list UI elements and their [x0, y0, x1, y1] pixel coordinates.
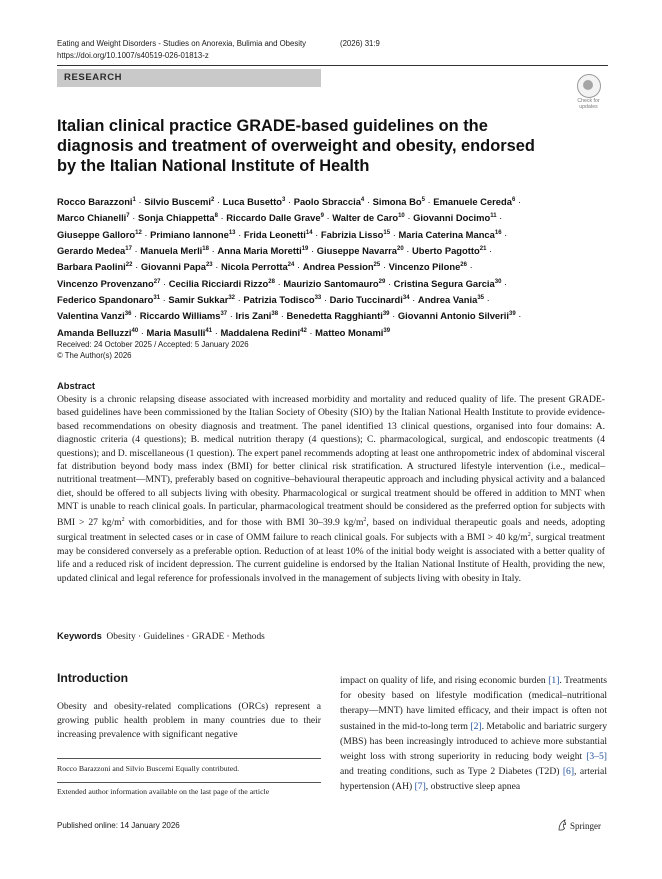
- author-name[interactable]: Luca Busetto: [222, 196, 283, 208]
- header-divider: [57, 65, 608, 66]
- author-name[interactable]: Barbara Paolini: [57, 261, 126, 273]
- author-separator: ·: [404, 212, 414, 224]
- reference-link[interactable]: [7]: [414, 781, 426, 793]
- author-name[interactable]: Riccardo Dalle Grave: [226, 212, 321, 224]
- superscript: 2: [363, 516, 367, 523]
- author-name[interactable]: Vincenzo Pilone: [388, 261, 461, 273]
- author-separator: ·: [501, 228, 508, 240]
- author-separator: ·: [208, 245, 218, 257]
- affiliation-marker: 17: [125, 245, 132, 252]
- author-name[interactable]: Fabrizia Lisso: [320, 228, 384, 240]
- footnote-extended-info: Extended author information available on the last page of the article: [57, 787, 270, 796]
- affiliation-marker: 15: [383, 229, 391, 236]
- author-separator: ·: [132, 261, 141, 273]
- author-separator: ·: [312, 228, 321, 240]
- author-separator: ·: [486, 245, 493, 257]
- author-name[interactable]: Walter de Caro: [332, 212, 399, 224]
- affiliation-marker: 1: [132, 197, 136, 203]
- author-name[interactable]: Silvio Buscemi: [144, 196, 211, 208]
- author-name[interactable]: Sonja Chiappetta: [137, 212, 215, 224]
- introduction-right-column: [340, 673, 607, 795]
- journal-name: Eating and Weight Disorders - Studies on Anorexia, Bulimia and Obesity: [57, 39, 307, 48]
- affiliation-marker: 11: [490, 213, 497, 220]
- affiliation-marker: 35: [477, 294, 485, 301]
- affiliation-marker: 42: [300, 327, 307, 334]
- author-name[interactable]: Matteo Monami: [315, 326, 384, 338]
- section-band: [57, 69, 321, 87]
- author-separator: ·: [285, 196, 294, 208]
- affiliation-marker: 22: [125, 262, 133, 269]
- badge-line-1: Check for: [577, 98, 600, 104]
- intro-text: impact on quality of life, and rising economic burden: [340, 675, 549, 686]
- affiliation-marker: 29: [378, 278, 386, 285]
- author-separator: ·: [160, 277, 169, 289]
- author-separator: ·: [390, 228, 399, 240]
- affiliation-marker: 25: [373, 262, 381, 269]
- author-name[interactable]: Andrea Pession: [302, 261, 374, 273]
- keywords-text: Obesity · Guidelines · GRADE · Methods: [106, 632, 265, 642]
- introduction-heading: Introduction: [57, 671, 129, 685]
- intro-text: , obstructive sleep apnea: [425, 781, 521, 793]
- affiliation-marker: 27: [153, 278, 161, 285]
- author-separator: ·: [323, 212, 333, 224]
- affiliation-marker: 23: [205, 262, 213, 269]
- badge-line-2: updates: [579, 103, 598, 110]
- author-separator: ·: [501, 277, 508, 289]
- intro-text: . Treatments for obesity based on lifestyle modification (medical–nutritional therapy—MNT) have limited efficacy, and their impact is often not sustained in the mid-to-long term: [340, 675, 607, 732]
- author-separator: ·: [308, 245, 317, 257]
- intro-text: , arterial hypertension (AH): [340, 766, 607, 793]
- affiliation-marker: 37: [220, 311, 228, 318]
- superscript: 2: [121, 516, 125, 523]
- author-separator: ·: [138, 326, 147, 338]
- abstract-text-4: , surgical treatment may be considered conversely as a preferable option. Reduction of at least 10% of the initial body weight is associated with a better quality of life and a reduced risk of incident depression. The current guideline is endorsed by the Italian National Institute of Health, providing the new, updated clinical and legal reference for professionals involved in the management of subjects living with obesity in Italy.: [57, 532, 605, 584]
- author-separator: ·: [135, 196, 145, 208]
- publisher-name: Springer: [570, 821, 601, 831]
- affiliation-marker: 30: [494, 278, 502, 285]
- author-name[interactable]: Primiano Iannone: [150, 228, 229, 240]
- running-head: [57, 38, 617, 62]
- affiliation-marker: 28: [268, 278, 275, 285]
- affiliation-marker: 7: [126, 213, 130, 220]
- reference-link[interactable]: [3–5]: [586, 751, 607, 763]
- affiliation-marker: 38: [271, 311, 279, 318]
- article-dates: [57, 339, 249, 361]
- author-separator: ·: [321, 294, 330, 306]
- affiliation-marker: 39: [508, 311, 516, 318]
- citation: (2026) 31:9: [340, 39, 380, 48]
- author-name[interactable]: Giovanni Antonio Silverii: [397, 310, 509, 322]
- affiliation-marker: 18: [202, 245, 209, 252]
- author-name[interactable]: Rocco Barazzoni: [57, 196, 133, 208]
- section-label: RESEARCH: [64, 72, 123, 83]
- author-name[interactable]: Gerardo Medea: [57, 245, 126, 257]
- author-separator: ·: [306, 326, 316, 338]
- author-name[interactable]: Cecilia Ricciardi Rizzo: [168, 277, 269, 289]
- author-name[interactable]: Vincenzo Provenzano: [57, 277, 154, 289]
- article-title: Italian clinical practice GRADE-based guidelines on the diagnosis and treatment of overweight and obesity, endorsed by the Italian National Institute of Health: [57, 117, 535, 175]
- publisher: [557, 819, 601, 831]
- affiliation-marker: 36: [124, 311, 132, 318]
- author-separator: ·: [496, 212, 503, 224]
- author-separator: ·: [235, 228, 244, 240]
- affiliation-marker: 9: [320, 213, 324, 220]
- author-name[interactable]: Iris Zani: [235, 310, 272, 322]
- author-separator: ·: [141, 228, 151, 240]
- author-name[interactable]: Dario Tuccinardi: [329, 294, 403, 306]
- author-name[interactable]: Amanda Belluzzi: [57, 326, 132, 338]
- author-separator: ·: [515, 196, 522, 208]
- author-name[interactable]: Maurizio Santomauro: [283, 277, 379, 289]
- author-name[interactable]: Nicola Perrotta: [220, 261, 288, 273]
- check-for-updates-icon: [577, 74, 601, 98]
- author-separator: ·: [380, 261, 389, 273]
- author-separator: ·: [129, 212, 138, 224]
- received-accepted: Received: 24 October 2025 / Accepted: 5 January 2026: [57, 340, 249, 349]
- author-separator: ·: [424, 196, 434, 208]
- author-name[interactable]: Samir Sukkar: [168, 294, 229, 306]
- author-separator: ·: [160, 294, 169, 306]
- affiliation-marker: 6: [511, 197, 516, 203]
- affiliation-marker: 5: [421, 197, 425, 203]
- affiliation-marker: 13: [228, 229, 236, 236]
- author-name[interactable]: Maria Caterina Manca: [398, 228, 495, 240]
- author-separator: ·: [274, 277, 284, 289]
- reference-link[interactable]: [6]: [562, 766, 575, 778]
- copyright: © The Author(s) 2026: [57, 351, 132, 360]
- affiliation-marker: 21: [479, 245, 487, 252]
- affiliation-marker: 10: [398, 213, 405, 220]
- springer-horse-icon: [557, 819, 567, 831]
- intro-text: . Metabolic and bariatric surgery (MBS) has been increasingly introduced to achieve more substantial weight loss with strong superiority in reducing body weight: [340, 720, 608, 763]
- introduction-left-column: Obesity and obesity-related complications (ORCs) represent a growing public health problem in many countries due to their increasing prevalence with significant negative: [57, 701, 321, 741]
- abstract-text-3: , based on individual therapeutic goals and needs, adopting surgical treatment in selected cases or in case of OMM failure to reach clinical goals. For subjects with a BMI > 40 kg/m: [57, 516, 605, 544]
- affiliation-marker: 16: [494, 229, 502, 236]
- affiliation-marker: 14: [305, 229, 313, 236]
- author-separator: ·: [212, 261, 221, 273]
- author-name[interactable]: Simona Bo: [372, 196, 422, 208]
- published-online: Published online: 14 January 2026: [57, 821, 180, 830]
- abstract-body: [57, 393, 605, 585]
- affiliation-marker: 19: [301, 245, 309, 252]
- affiliation-marker: 31: [153, 294, 161, 301]
- affiliation-marker: 3: [282, 197, 286, 203]
- author-name[interactable]: Anna Maria Moretti: [217, 245, 302, 257]
- affiliation-marker: 26: [460, 262, 467, 269]
- author-name[interactable]: Andrea Vania: [417, 294, 478, 306]
- author-separator: ·: [214, 196, 223, 208]
- affiliation-marker: 2: [210, 197, 215, 203]
- author-name[interactable]: Maria Masulli: [146, 326, 206, 338]
- author-name[interactable]: Cristina Segura Garcia: [393, 277, 495, 289]
- author-name[interactable]: Giuseppe Galloro: [57, 228, 136, 240]
- author-separator: ·: [409, 294, 418, 306]
- abstract-text-2: with comorbidities, and for those with BMI 30–39.9 kg/m: [124, 516, 364, 528]
- affiliation-marker: 8: [214, 213, 218, 220]
- affiliation-marker: 41: [205, 327, 213, 334]
- author-name[interactable]: Giovanni Papa: [140, 261, 206, 273]
- author-separator: ·: [212, 326, 221, 338]
- reference-link[interactable]: [2]: [470, 720, 482, 732]
- author-separator: ·: [131, 245, 141, 257]
- author-name[interactable]: Frida Leonetti: [243, 228, 306, 240]
- affiliation-marker: 24: [287, 262, 295, 269]
- author-separator: ·: [227, 310, 236, 322]
- affiliation-marker: 20: [397, 245, 404, 252]
- reference-link[interactable]: [1]: [548, 675, 560, 686]
- affiliation-marker: 39: [382, 311, 390, 318]
- author-name[interactable]: Uberto Pagotto: [412, 245, 480, 257]
- affiliation-marker: 4: [360, 197, 365, 203]
- author-name[interactable]: Emanuele Cereda: [433, 196, 512, 208]
- intro-text: and treating conditions, such as Type 2 Diabetes (T2D): [340, 766, 563, 778]
- keywords-label: Keywords: [57, 630, 102, 641]
- affiliation-marker: 33: [314, 294, 322, 301]
- author-name[interactable]: Valentina Vanzi: [57, 310, 125, 322]
- check-for-updates-badge[interactable]: [573, 74, 604, 110]
- author-separator: ·: [403, 245, 413, 257]
- author-separator: ·: [466, 261, 473, 273]
- author-separator: ·: [385, 277, 394, 289]
- author-name[interactable]: Paolo Sbraccia: [293, 196, 361, 208]
- affiliation-marker: 34: [402, 294, 410, 301]
- author-list: [57, 193, 617, 340]
- author-name[interactable]: Patrizia Todisco: [243, 294, 315, 306]
- abstract-text-1: Obesity is a chronic relapsing disease associated with increased morbidity and mortality and reduced quality of life. The present GRADE-based guidelines have been commissioned by the Italian Society of Obesity (SIO) by the Italian National Health Institute to provide evidence-based recommendations on obesity diagnosis and treatment. The panel identified 13 clinical questions, organised into four domains: A. diagnostic criteria (4 questions); B. medical nutrition therapy (4 questions); C. pharmacological, surgical, and endoscopic treatments (4 questions); and D. miscellaneous (1 question). The expert panel recommends adopting at least one anthropometric index of abdominal visceral fat distribution beyond body mass index (BMI) for better clinical risk stratification. A structured lifestyle intervention (i.e., medical–nutritional treatment—MNT), preferably based on cognitive–behavioural therapeutic approach and including physical activity and a balanced diet, should be offered to all subjects living with obesity. Pharmacological or surgical treatment should be offered in addition to MNT when MNT is unable to reach clinical goals. In particular, pharmacological treatment should be considered as the preferred option for subjects with BMI > 27 kg/m: [57, 394, 605, 528]
- superscript: 2: [527, 532, 531, 539]
- abstract-heading: Abstract: [57, 380, 96, 391]
- affiliation-marker: 40: [131, 327, 139, 334]
- footnote-divider: [57, 782, 321, 783]
- author-separator: ·: [217, 212, 227, 224]
- author-separator: ·: [278, 310, 287, 322]
- author-separator: ·: [294, 261, 303, 273]
- author-name[interactable]: Giuseppe Navarra: [316, 245, 397, 257]
- author-separator: ·: [484, 294, 490, 306]
- author-separator: ·: [515, 310, 522, 322]
- author-name[interactable]: Riccardo Williams: [139, 310, 221, 322]
- doi-link[interactable]: https://doi.org/10.1007/s40519-026-01813-z: [57, 51, 209, 60]
- author-name[interactable]: Giovanni Docimo: [413, 212, 491, 224]
- affiliation-marker: 12: [135, 229, 142, 236]
- affiliation-marker: 39: [383, 327, 391, 334]
- author-separator: ·: [131, 310, 140, 322]
- author-name[interactable]: Marco Chianelli: [57, 212, 127, 224]
- author-separator: ·: [364, 196, 373, 208]
- author-name[interactable]: Benedetta Ragghianti: [286, 310, 383, 322]
- footnote-equal-contribution: Rocco Barazzoni and Silvio Buscemi Equally contributed.: [57, 764, 240, 773]
- keywords: [57, 630, 265, 642]
- author-separator: ·: [389, 310, 398, 322]
- affiliation-marker: 32: [228, 294, 236, 301]
- author-separator: ·: [235, 294, 244, 306]
- author-name[interactable]: Manuela Merli: [140, 245, 203, 257]
- author-name[interactable]: Maddalena Redini: [220, 326, 301, 338]
- footnote-divider: [57, 758, 321, 759]
- author-name[interactable]: Federico Spandonaro: [57, 294, 154, 306]
